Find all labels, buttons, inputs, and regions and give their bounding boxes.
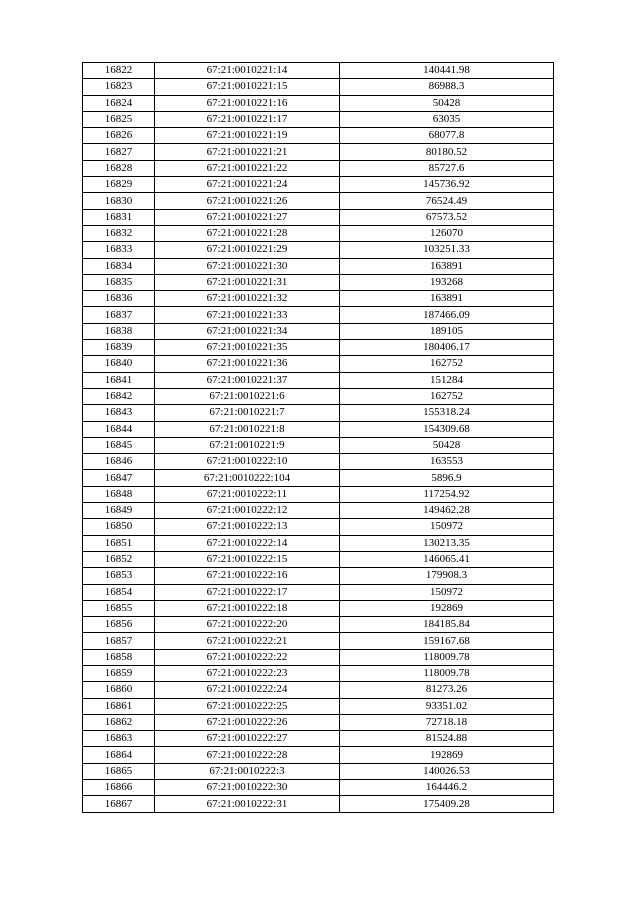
table-row bbox=[83, 682, 554, 698]
value-cell: 180406.17 bbox=[340, 340, 554, 356]
cadastral-number-cell: 67:21:0010221:29 bbox=[155, 242, 340, 258]
value-cell: 140441.98 bbox=[340, 63, 554, 79]
row-number-cell: 16857 bbox=[83, 633, 155, 649]
table-row bbox=[83, 388, 554, 404]
row-number-cell: 16837 bbox=[83, 307, 155, 323]
cadastral-number-cell: 67:21:0010221:7 bbox=[155, 405, 340, 421]
row-number-cell: 16831 bbox=[83, 209, 155, 225]
row-number-cell: 16859 bbox=[83, 665, 155, 681]
value-cell: 5896.9 bbox=[340, 470, 554, 486]
value-cell: 184185.84 bbox=[340, 617, 554, 633]
table-row bbox=[83, 79, 554, 95]
row-number-cell: 16854 bbox=[83, 584, 155, 600]
table-row bbox=[83, 372, 554, 388]
value-cell: 162752 bbox=[340, 356, 554, 372]
cadastral-number-cell: 67:21:0010221:17 bbox=[155, 111, 340, 127]
value-cell: 150972 bbox=[340, 584, 554, 600]
row-number-cell: 16842 bbox=[83, 388, 155, 404]
table-row bbox=[83, 95, 554, 111]
table-row bbox=[83, 111, 554, 127]
value-cell: 72718.18 bbox=[340, 714, 554, 730]
value-cell: 140026.53 bbox=[340, 763, 554, 779]
cadastral-number-cell: 67:21:0010222:21 bbox=[155, 633, 340, 649]
cadastral-number-cell: 67:21:0010222:16 bbox=[155, 568, 340, 584]
row-number-cell: 16844 bbox=[83, 421, 155, 437]
table-row bbox=[83, 551, 554, 567]
table-row bbox=[83, 421, 554, 437]
value-cell: 175409.28 bbox=[340, 796, 554, 812]
table-row bbox=[83, 486, 554, 502]
cadastral-number-cell: 67:21:0010222:28 bbox=[155, 747, 340, 763]
table-row bbox=[83, 340, 554, 356]
cadastral-number-cell: 67:21:0010221:16 bbox=[155, 95, 340, 111]
table-row bbox=[83, 63, 554, 79]
value-cell: 118009.78 bbox=[340, 649, 554, 665]
value-cell: 163891 bbox=[340, 291, 554, 307]
table-row bbox=[83, 291, 554, 307]
value-cell: 81524.88 bbox=[340, 731, 554, 747]
cadastral-number-cell: 67:21:0010221:22 bbox=[155, 160, 340, 176]
table-row bbox=[83, 731, 554, 747]
table-row bbox=[83, 633, 554, 649]
value-cell: 145736.92 bbox=[340, 177, 554, 193]
value-cell: 189105 bbox=[340, 323, 554, 339]
value-cell: 86988.3 bbox=[340, 79, 554, 95]
row-number-cell: 16826 bbox=[83, 128, 155, 144]
table-row bbox=[83, 128, 554, 144]
table-row bbox=[83, 584, 554, 600]
value-cell: 192869 bbox=[340, 747, 554, 763]
value-cell: 187466.09 bbox=[340, 307, 554, 323]
cadastral-number-cell: 67:21:0010222:11 bbox=[155, 486, 340, 502]
value-cell: 68077.8 bbox=[340, 128, 554, 144]
table-row bbox=[83, 193, 554, 209]
table-row bbox=[83, 454, 554, 470]
row-number-cell: 16867 bbox=[83, 796, 155, 812]
value-cell: 193268 bbox=[340, 274, 554, 290]
table-row bbox=[83, 698, 554, 714]
cadastral-number-cell: 67:21:0010221:33 bbox=[155, 307, 340, 323]
row-number-cell: 16847 bbox=[83, 470, 155, 486]
table-row bbox=[83, 503, 554, 519]
cadastral-number-cell: 67:21:0010221:19 bbox=[155, 128, 340, 144]
table-row bbox=[83, 307, 554, 323]
row-number-cell: 16835 bbox=[83, 274, 155, 290]
cadastral-number-cell: 67:21:0010221:24 bbox=[155, 177, 340, 193]
cadastral-number-cell: 67:21:0010222:30 bbox=[155, 780, 340, 796]
value-cell: 63035 bbox=[340, 111, 554, 127]
cadastral-number-cell: 67:21:0010221:15 bbox=[155, 79, 340, 95]
cadastral-number-cell: 67:21:0010222:24 bbox=[155, 682, 340, 698]
table-row bbox=[83, 144, 554, 160]
value-cell: 163553 bbox=[340, 454, 554, 470]
cadastral-number-cell: 67:21:0010221:6 bbox=[155, 388, 340, 404]
value-cell: 163891 bbox=[340, 258, 554, 274]
value-cell: 164446.2 bbox=[340, 780, 554, 796]
table-row bbox=[83, 780, 554, 796]
row-number-cell: 16865 bbox=[83, 763, 155, 779]
value-cell: 130213.35 bbox=[340, 535, 554, 551]
value-cell: 162752 bbox=[340, 388, 554, 404]
table-row bbox=[83, 617, 554, 633]
table-row bbox=[83, 665, 554, 681]
value-cell: 93351.02 bbox=[340, 698, 554, 714]
cadastral-number-cell: 67:21:0010222:20 bbox=[155, 617, 340, 633]
cadastral-number-cell: 67:21:0010221:31 bbox=[155, 274, 340, 290]
table-row bbox=[83, 747, 554, 763]
cadastral-number-cell: 67:21:0010221:34 bbox=[155, 323, 340, 339]
cadastral-number-cell: 67:21:0010221:9 bbox=[155, 437, 340, 453]
row-number-cell: 16822 bbox=[83, 63, 155, 79]
table-row bbox=[83, 437, 554, 453]
row-number-cell: 16849 bbox=[83, 503, 155, 519]
row-number-cell: 16829 bbox=[83, 177, 155, 193]
value-cell: 103251.33 bbox=[340, 242, 554, 258]
table-row bbox=[83, 258, 554, 274]
value-cell: 154309.68 bbox=[340, 421, 554, 437]
cadastral-number-cell: 67:21:0010222:25 bbox=[155, 698, 340, 714]
value-cell: 179908.3 bbox=[340, 568, 554, 584]
value-cell: 149462.28 bbox=[340, 503, 554, 519]
row-number-cell: 16850 bbox=[83, 519, 155, 535]
row-number-cell: 16828 bbox=[83, 160, 155, 176]
cadastral-number-cell: 67:21:0010222:12 bbox=[155, 503, 340, 519]
cadastral-number-cell: 67:21:0010221:37 bbox=[155, 372, 340, 388]
cadastral-number-cell: 67:21:0010222:22 bbox=[155, 649, 340, 665]
cadastral-number-cell: 67:21:0010221:36 bbox=[155, 356, 340, 372]
table-row bbox=[83, 160, 554, 176]
cadastral-number-cell: 67:21:0010221:35 bbox=[155, 340, 340, 356]
row-number-cell: 16858 bbox=[83, 649, 155, 665]
value-cell: 85727.6 bbox=[340, 160, 554, 176]
value-cell: 80180.52 bbox=[340, 144, 554, 160]
row-number-cell: 16862 bbox=[83, 714, 155, 730]
table-row bbox=[83, 763, 554, 779]
cadastral-number-cell: 67:21:0010222:27 bbox=[155, 731, 340, 747]
cadastral-number-cell: 67:21:0010221:21 bbox=[155, 144, 340, 160]
table-row bbox=[83, 568, 554, 584]
value-cell: 150972 bbox=[340, 519, 554, 535]
row-number-cell: 16823 bbox=[83, 79, 155, 95]
table-row bbox=[83, 535, 554, 551]
cadastral-value-table bbox=[82, 62, 554, 813]
row-number-cell: 16851 bbox=[83, 535, 155, 551]
row-number-cell: 16839 bbox=[83, 340, 155, 356]
cadastral-number-cell: 67:21:0010221:26 bbox=[155, 193, 340, 209]
table-row bbox=[83, 714, 554, 730]
table-body bbox=[83, 63, 554, 813]
cadastral-number-cell: 67:21:0010221:32 bbox=[155, 291, 340, 307]
row-number-cell: 16861 bbox=[83, 698, 155, 714]
cadastral-number-cell: 67:21:0010222:31 bbox=[155, 796, 340, 812]
row-number-cell: 16843 bbox=[83, 405, 155, 421]
value-cell: 76524.49 bbox=[340, 193, 554, 209]
value-cell: 50428 bbox=[340, 95, 554, 111]
row-number-cell: 16824 bbox=[83, 95, 155, 111]
row-number-cell: 16836 bbox=[83, 291, 155, 307]
row-number-cell: 16840 bbox=[83, 356, 155, 372]
row-number-cell: 16860 bbox=[83, 682, 155, 698]
value-cell: 50428 bbox=[340, 437, 554, 453]
row-number-cell: 16848 bbox=[83, 486, 155, 502]
value-cell: 118009.78 bbox=[340, 665, 554, 681]
value-cell: 81273.26 bbox=[340, 682, 554, 698]
table-row bbox=[83, 225, 554, 241]
cadastral-number-cell: 67:21:0010222:10 bbox=[155, 454, 340, 470]
value-cell: 117254.92 bbox=[340, 486, 554, 502]
table-row bbox=[83, 356, 554, 372]
value-cell: 126070 bbox=[340, 225, 554, 241]
table-row bbox=[83, 405, 554, 421]
value-cell: 155318.24 bbox=[340, 405, 554, 421]
table-row bbox=[83, 796, 554, 812]
cadastral-number-cell: 67:21:0010222:26 bbox=[155, 714, 340, 730]
row-number-cell: 16846 bbox=[83, 454, 155, 470]
value-cell: 192869 bbox=[340, 600, 554, 616]
cadastral-number-cell: 67:21:0010222:17 bbox=[155, 584, 340, 600]
cadastral-number-cell: 67:21:0010222:13 bbox=[155, 519, 340, 535]
value-cell: 151284 bbox=[340, 372, 554, 388]
cadastral-number-cell: 67:21:0010222:104 bbox=[155, 470, 340, 486]
row-number-cell: 16834 bbox=[83, 258, 155, 274]
row-number-cell: 16855 bbox=[83, 600, 155, 616]
cadastral-number-cell: 67:21:0010221:14 bbox=[155, 63, 340, 79]
cadastral-number-cell: 67:21:0010221:28 bbox=[155, 225, 340, 241]
table-row bbox=[83, 177, 554, 193]
cadastral-number-cell: 67:21:0010222:23 bbox=[155, 665, 340, 681]
table-row bbox=[83, 649, 554, 665]
row-number-cell: 16833 bbox=[83, 242, 155, 258]
cadastral-number-cell: 67:21:0010221:8 bbox=[155, 421, 340, 437]
table-row bbox=[83, 209, 554, 225]
row-number-cell: 16845 bbox=[83, 437, 155, 453]
table-row bbox=[83, 470, 554, 486]
cadastral-number-cell: 67:21:0010221:27 bbox=[155, 209, 340, 225]
row-number-cell: 16853 bbox=[83, 568, 155, 584]
row-number-cell: 16827 bbox=[83, 144, 155, 160]
value-cell: 146065.41 bbox=[340, 551, 554, 567]
cadastral-number-cell: 67:21:0010221:30 bbox=[155, 258, 340, 274]
table-row bbox=[83, 323, 554, 339]
cadastral-number-cell: 67:21:0010222:15 bbox=[155, 551, 340, 567]
value-cell: 159167.68 bbox=[340, 633, 554, 649]
row-number-cell: 16856 bbox=[83, 617, 155, 633]
table-row bbox=[83, 274, 554, 290]
row-number-cell: 16825 bbox=[83, 111, 155, 127]
cadastral-number-cell: 67:21:0010222:14 bbox=[155, 535, 340, 551]
row-number-cell: 16863 bbox=[83, 731, 155, 747]
value-cell: 67573.52 bbox=[340, 209, 554, 225]
cadastral-number-cell: 67:21:0010222:3 bbox=[155, 763, 340, 779]
row-number-cell: 16864 bbox=[83, 747, 155, 763]
row-number-cell: 16838 bbox=[83, 323, 155, 339]
row-number-cell: 16830 bbox=[83, 193, 155, 209]
table-row bbox=[83, 600, 554, 616]
row-number-cell: 16841 bbox=[83, 372, 155, 388]
row-number-cell: 16832 bbox=[83, 225, 155, 241]
row-number-cell: 16866 bbox=[83, 780, 155, 796]
row-number-cell: 16852 bbox=[83, 551, 155, 567]
table-row bbox=[83, 519, 554, 535]
table-row bbox=[83, 242, 554, 258]
cadastral-number-cell: 67:21:0010222:18 bbox=[155, 600, 340, 616]
